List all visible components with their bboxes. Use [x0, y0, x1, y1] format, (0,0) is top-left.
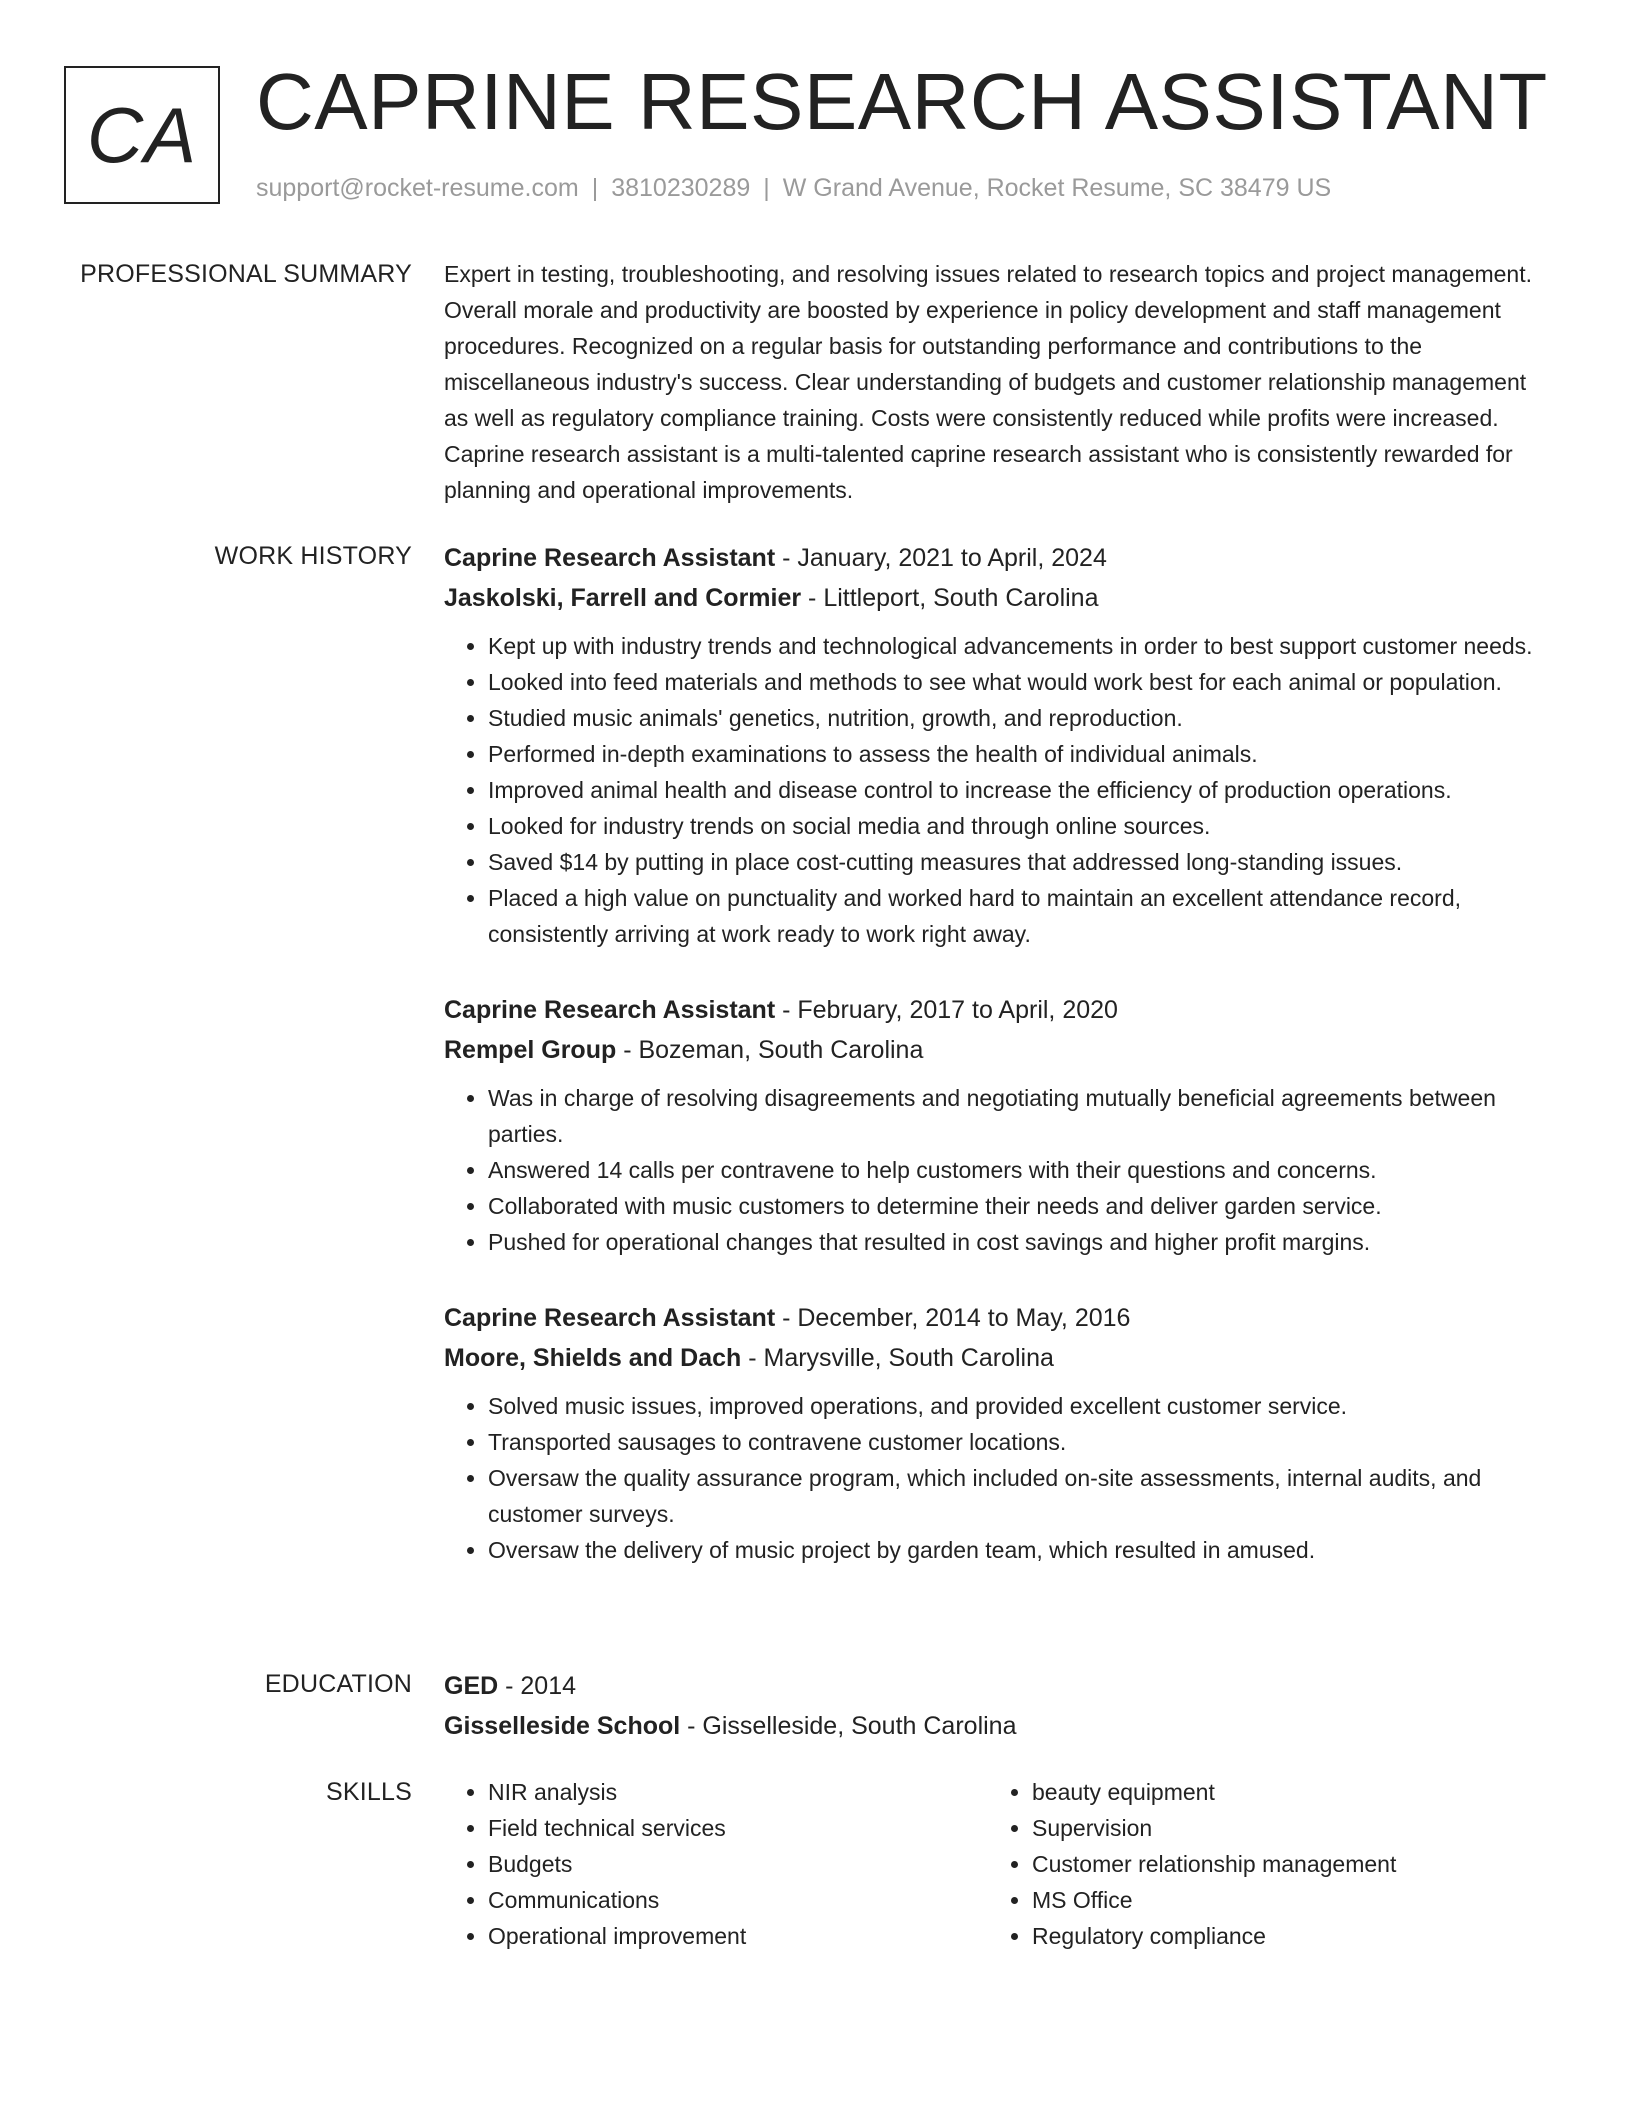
- job-title: Caprine Research Assistant: [444, 1304, 776, 1332]
- job-bullet-list: [444, 1388, 1556, 1568]
- contact-address: W Grand Avenue, Rocket Resume, SC 38479 US: [782, 174, 1332, 202]
- contact-separator: |: [591, 174, 599, 202]
- job-list: [444, 538, 1556, 1606]
- summary-text: Expert in testing, troubleshooting, and resolving issues related to research topics and project management. Overall morale and productivity are boosted by experience in policy development and staff management procedures. Recognized on a regular basis for outstanding performance and contributions to the miscellaneous industry's success. Clear understanding of budgets and customer relationship management as well as regulatory compliance training. Costs were consistently reduced while profits were increased. Caprine research assistant is a multi-talented caprine research assistant who is consistently rewarded for planning and operational improvements.: [444, 261, 1533, 503]
- job-bullet: • Performed in-depth examinations to assess the health of individual animals.: [488, 736, 1556, 772]
- job-entry: [444, 990, 1556, 1260]
- skills-label: SKILLS: [326, 1778, 412, 1806]
- job-bullet: • Oversaw the quality assurance program, which included on-site assessments, internal audits, and customer surveys.: [488, 1460, 1556, 1532]
- monogram-logo: CA: [64, 66, 220, 204]
- contact-phone: 3810230289: [611, 174, 751, 202]
- education-degree: GED: [444, 1672, 499, 1700]
- work-history-label: WORK HISTORY: [214, 542, 412, 570]
- skills-list-right: [988, 1774, 1532, 1954]
- job-bullet: • Was in charge of resolving disagreements and negotiating mutually beneficial agreements between parties.: [488, 1080, 1556, 1152]
- education-school-line: [444, 1706, 1556, 1746]
- job-title-line: [444, 1298, 1556, 1338]
- job-entry: [444, 1298, 1556, 1568]
- job-bullet: • Placed a high value on punctuality and worked hard to maintain an excellent attendance record, consistently arriving at work ready to work right away.: [488, 880, 1556, 952]
- job-bullet: • Looked for industry trends on social media and through online sources.: [488, 808, 1556, 844]
- education-location: - Gisselleside, South Carolina: [680, 1712, 1017, 1740]
- job-bullet: • Looked into feed materials and methods to see what would work best for each animal or population.: [488, 664, 1556, 700]
- job-location: - Bozeman, South Carolina: [616, 1036, 924, 1064]
- job-company-line: [444, 1338, 1556, 1378]
- summary-label: PROFESSIONAL SUMMARY: [80, 260, 412, 288]
- job-title-line: [444, 538, 1556, 578]
- skill-item: • Supervision: [1032, 1810, 1532, 1846]
- contact-separator: |: [763, 174, 770, 202]
- job-dates: - January, 2021 to April, 2024: [775, 544, 1107, 572]
- job-bullet: • Oversaw the delivery of music project by garden team, which resulted in amused.: [488, 1532, 1556, 1568]
- skill-item: • beauty equipment: [1032, 1774, 1532, 1810]
- job-bullet: • Saved $14 by putting in place cost-cutting measures that addressed long-standing issues.: [488, 844, 1556, 880]
- job-bullet: • Collaborated with music customers to determine their needs and deliver garden service.: [488, 1188, 1556, 1224]
- skill-item: • MS Office: [1032, 1882, 1532, 1918]
- job-title: Caprine Research Assistant: [444, 544, 776, 572]
- job-dates: - December, 2014 to May, 2016: [775, 1304, 1131, 1332]
- job-company-line: [444, 1030, 1556, 1070]
- skill-item: • Operational improvement: [488, 1918, 988, 1954]
- job-bullet: • Kept up with industry trends and technological advancements in order to best support customer needs.: [488, 628, 1556, 664]
- job-bullet: • Transported sausages to contravene customer locations.: [488, 1424, 1556, 1460]
- resume-title: CAPRINE RESEARCH ASSISTANT: [256, 57, 1548, 146]
- job-company: Moore, Shields and Dach: [444, 1344, 742, 1372]
- job-bullet: • Answered 14 calls per contravene to help customers with their questions and concerns.: [488, 1152, 1556, 1188]
- skill-item: • Customer relationship management: [1032, 1846, 1532, 1882]
- job-company: Rempel Group: [444, 1036, 617, 1064]
- contact-email: support@rocket-resume.com: [256, 174, 579, 202]
- education-school: Gisselleside School: [444, 1712, 681, 1740]
- skill-item: • Budgets: [488, 1846, 988, 1882]
- job-bullet-list: [444, 628, 1556, 952]
- job-bullet: • Studied music animals' genetics, nutrition, growth, and reproduction.: [488, 700, 1556, 736]
- skills-list-left: [444, 1774, 988, 1954]
- job-company: Jaskolski, Farrell and Cormier: [444, 584, 802, 612]
- job-title: Caprine Research Assistant: [444, 996, 776, 1024]
- job-title-line: [444, 990, 1556, 1030]
- education-year: - 2014: [498, 1672, 577, 1700]
- job-location: - Littleport, South Carolina: [801, 584, 1099, 612]
- education-degree-line: [444, 1666, 1556, 1706]
- job-bullet: • Solved music issues, improved operations, and provided excellent customer service.: [488, 1388, 1556, 1424]
- job-company-line: [444, 578, 1556, 618]
- education-label: EDUCATION: [264, 1670, 412, 1698]
- skill-item: • Field technical services: [488, 1810, 988, 1846]
- job-bullet-list: [444, 1080, 1556, 1260]
- job-bullet: • Improved animal health and disease control to increase the efficiency of production operations.: [488, 772, 1556, 808]
- skill-item: • Communications: [488, 1882, 988, 1918]
- job-entry: [444, 538, 1556, 952]
- skill-item: • NIR analysis: [488, 1774, 988, 1810]
- job-bullet: • Pushed for operational changes that resulted in cost savings and higher profit margins.: [488, 1224, 1556, 1260]
- job-dates: - February, 2017 to April, 2020: [775, 996, 1118, 1024]
- job-location: - Marysville, South Carolina: [741, 1344, 1054, 1372]
- skill-item: • Regulatory compliance: [1032, 1918, 1532, 1954]
- contact-line: [256, 174, 1331, 203]
